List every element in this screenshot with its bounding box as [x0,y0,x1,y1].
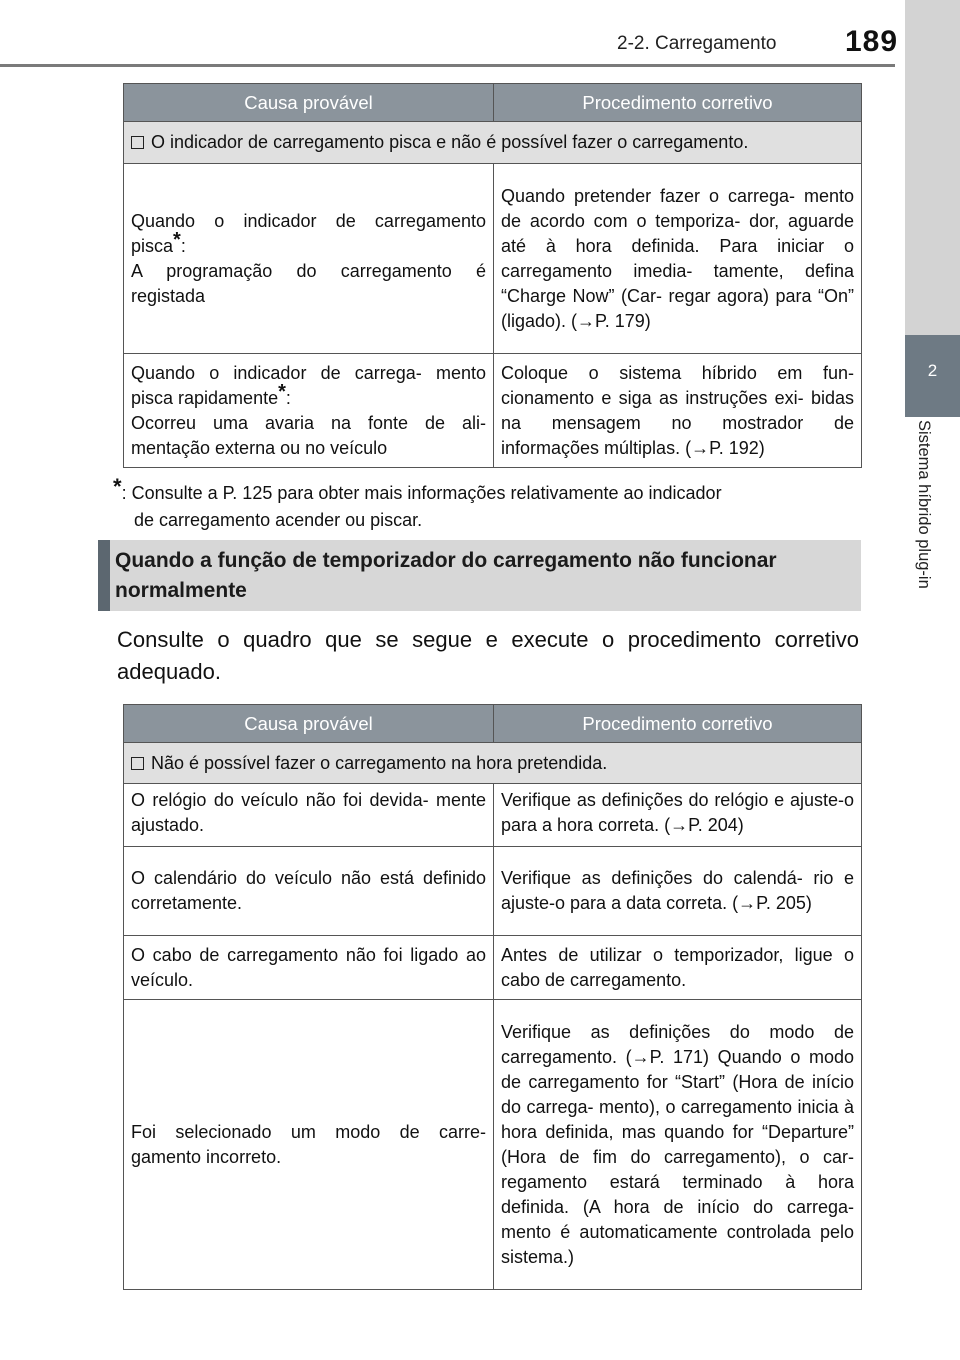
table-row [124,847,862,936]
footnote-line-2: de carregamento acender ou piscar. [134,510,423,530]
side-tab-top-block [905,0,960,335]
action-cell: Verifique as definições do modo de carregamento. (→P. 171) Quando o modo de carregamento for “Start” (Hora de início do carrega- mento), o carregamento inicia à hora definida, mas quando for “Departure” (Hora de fim do carregamento), o car- regamento estará terminado à hora definida. (A hora de início do carrega- mento é automaticamente controlada pelo sistema.) [494,1000,862,1290]
action-cell: Verifique as definições do calendá- rio e ajuste-o para a data correta. (→P. 205) [494,847,862,936]
footnote [113,474,858,534]
cause-text: Quando o indicador de carrega- mento pisca rapidamente [131,362,486,408]
cause-cell [124,354,494,468]
header-action: Procedimento corretivo [494,84,862,122]
cause-colon: : [285,387,291,408]
group-title: Não é possível fazer o carregamento na hora pretendida. [151,752,608,773]
cause-detail: A programação do carregamento é registada [131,260,486,306]
action-cell: Verifique as definições do relógio e ajuste-o para a hora correta. (→P. 204) [494,784,862,847]
page-number: 189 [845,25,899,58]
table-header-row [124,84,862,122]
header-action: Procedimento corretivo [494,705,862,743]
table-group-row [124,743,862,784]
cause-detail: Ocorreu uma avaria na fonte de ali- mentação externa ou no veículo [131,412,486,458]
section-heading: Quando a função de temporizador do carregamento não funcionar normalmente [115,549,777,602]
table-header-row [124,705,862,743]
footnote-line-1: : Consulte a P. 125 para obter mais informações relativamente ao indicador [121,483,722,503]
table-row [124,1000,862,1290]
cause-cell: O cabo de carregamento não foi ligado ao veículo. [124,936,494,1000]
header-cause: Causa provável [124,84,494,122]
group-title-cell [124,122,862,164]
chapter-number: 2 [905,335,960,417]
asterisk-mark: * [278,380,286,403]
group-title: O indicador de carregamento pisca e não é possível fazer o carregamento. [151,132,749,152]
cause-cell: O relógio do veículo não foi devida- mente ajustado. [124,784,494,847]
troubleshooting-table-2 [123,704,862,1290]
action-cell: Coloque o sistema híbrido em fun- cionamento e siga as instruções exi- bidas na mensagem no mostrador de informações múltiplas. (→P. 192) [494,354,862,468]
table-row [124,936,862,1000]
table-row [124,784,862,847]
table-row [124,164,862,354]
header-divider [0,64,895,67]
chapter-side-tab [905,0,960,1360]
troubleshooting-table-1 [123,83,862,468]
cause-cell: O calendário do veículo não está definido corretamente. [124,847,494,936]
footnote-asterisk: * [113,474,122,499]
checkbox-icon [131,757,144,770]
table-row [124,354,862,468]
action-cell: Antes de utilizar o temporizador, ligue o cabo de carregamento. [494,936,862,1000]
group-title-cell [124,743,862,784]
cause-cell [124,164,494,354]
chapter-label-box [905,420,960,660]
section-title: 2-2. Carregamento [617,33,777,54]
header-cause: Causa provável [124,705,494,743]
chapter-label: Sistema híbrido plug-in [915,420,933,589]
cause-text: Quando o indicador de carregamento pisca [131,210,486,256]
cause-cell: Foi selecionado um modo de carre- gamento incorreto. [124,1000,494,1290]
checkbox-icon [131,136,144,149]
action-cell: Quando pretender fazer o carrega- mento de acordo com o temporiza- dor, aguarde até à hora definida. Para iniciar o carregamento imedia- tamente, defina “Charge Now” (Car- regar agora) para “On” (ligado). (→P. 179) [494,164,862,354]
cause-colon: : [180,235,186,256]
asterisk-mark: * [173,228,181,251]
section-body: Consulte o quadro que se segue e execute o procedimento corretivo adequado. [117,627,859,684]
section-heading-box [98,540,861,611]
table-group-row [124,122,862,164]
